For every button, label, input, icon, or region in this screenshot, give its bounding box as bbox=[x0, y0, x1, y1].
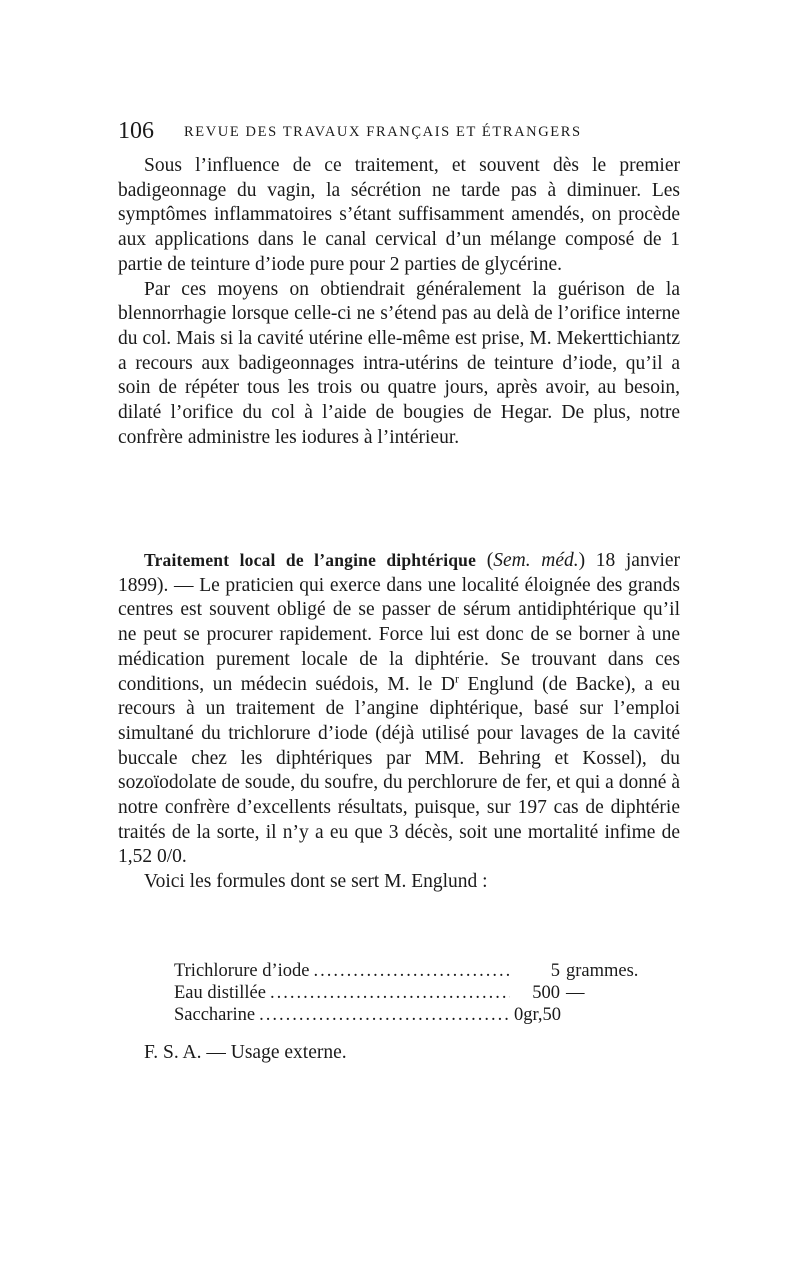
formula-row bbox=[174, 982, 644, 1004]
article-body bbox=[118, 548, 680, 870]
leader-dots bbox=[270, 982, 510, 1004]
article-text-part1: — Le praticien qui exerce dans une localité éloignée des grands centres est souvent obligé de se passer de sérum antidiphtérique qu’il ne peut se procurer rapidement. Force lui est donc de se borner à une médication purement locale de la diphtérie. Se trouvant dans ces conditions, un médecin suédois, M. le D bbox=[118, 574, 680, 695]
quantity-unit: — bbox=[566, 983, 585, 1003]
formula-ingredient: Trichlorure d’iode bbox=[174, 961, 310, 981]
source-close: ) bbox=[578, 550, 586, 571]
article-source: Sem. méd. bbox=[493, 550, 579, 571]
quantity-value: 0gr,50 bbox=[514, 1005, 562, 1025]
paragraph-iodine-treatment: Sous l’influence de ce traitement, et souvent dès le premier badigeonnage du vagin, la sécrétion ne tarde pas à diminuer. Les symptômes inflammatoires s’étant suffisamment amendés, on procède aux applications dans le canal cervical d’un mélange composé de 1 partie de teinture d’iode pure pour 2 parties de glycérine. bbox=[118, 155, 680, 275]
body-text bbox=[118, 154, 680, 450]
article-title: Traitement local de l’angine diphtérique bbox=[144, 550, 477, 570]
formula-quantity bbox=[514, 1004, 644, 1026]
formula-row bbox=[174, 960, 644, 982]
source-open: ( bbox=[486, 550, 494, 571]
formula-quantity bbox=[514, 960, 644, 982]
formula-table bbox=[174, 960, 644, 1026]
quantity-value: 500 bbox=[532, 983, 560, 1003]
quantity-unit: grammes. bbox=[566, 961, 639, 981]
doctor-abbrev-sup: r bbox=[454, 671, 459, 686]
running-header bbox=[118, 118, 680, 148]
article-date: 18 janvier 1899). bbox=[118, 550, 681, 596]
formula-quantity bbox=[514, 982, 644, 1004]
running-title: REVUE DES TRAVAUX FRANÇAIS ET ÉTRANGERS bbox=[184, 124, 582, 140]
formula-row bbox=[174, 1004, 644, 1026]
page-number: 106 bbox=[118, 118, 154, 144]
paragraph-intrauterine-treatment: Par ces moyens on obtiendrait généralement la guérison de la blennorrhagie lorsque celle-ci ne s’étend pas au delà de l’orifice interne du col. Mais si la cavité utérine elle-même est prise, M. Mekerttichiantz a recours aux badigeonnages intra-utérins de teinture d’iode, qu’il a soin de répéter tous les trois ou quatre jours, après avoir, au besoin, dilaté l’orifice du col à l’aide de bougies de Hegar. De plus, notre confrère administre les iodures à l’intérieur. bbox=[118, 278, 680, 448]
leader-dots bbox=[313, 960, 510, 982]
formula-intro: Voici les formules dont se sert M. Englund : bbox=[144, 871, 488, 893]
quantity-value: 5 bbox=[550, 961, 560, 981]
usage-note: F. S. A. — Usage externe. bbox=[144, 1042, 347, 1063]
article-diphtheria bbox=[118, 548, 680, 895]
leader-dots bbox=[259, 1004, 510, 1026]
article-text-part2: Englund (de Backe), a eu recours à un traitement de l’angine diphtérique, basé sur l’emploi simultané du trichlorure d’iode (déjà utilisé pour lavages de la cavité buccale chez les diphtériques par MM. Behring et Kossel), du sozoïodolate de soude, du soufre, du perchlorure de fer, et qui a donné à notre confrère d’excellents résultats, puisque, sur 197 cas de diphtérie traités de la sorte, il n’y a eu que 3 décès, soit une mortalité infime de 1,52 0/0. bbox=[118, 673, 680, 868]
formula-ingredient: Eau distillée bbox=[174, 983, 266, 1003]
formula-ingredient: Saccharine bbox=[174, 1005, 256, 1025]
